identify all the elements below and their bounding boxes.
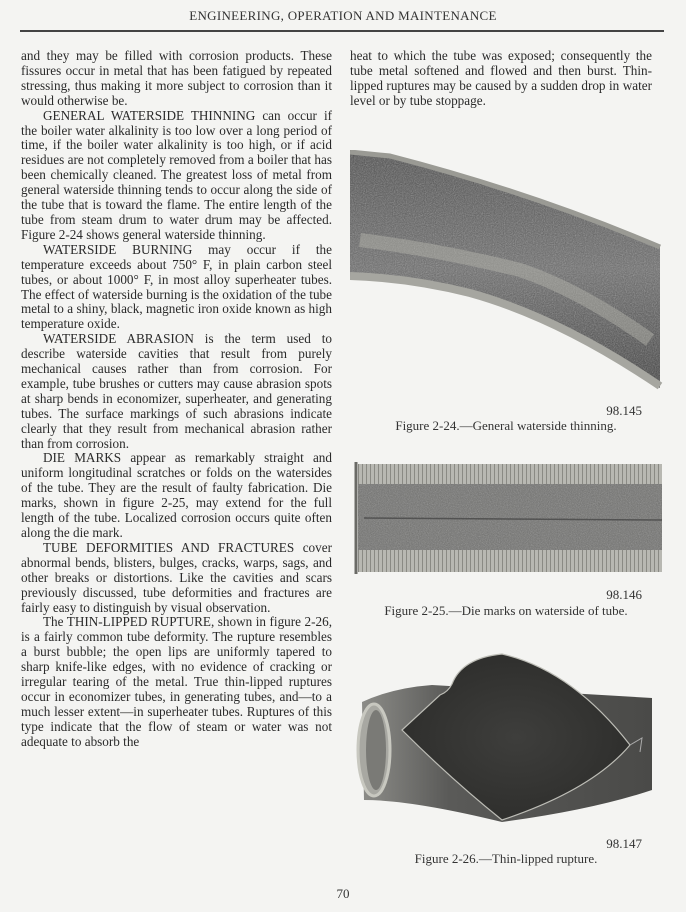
die-marks-photo [354,460,666,578]
figure-2-25 [348,460,664,620]
left-text-column [21,49,332,750]
figure-id: 98.146 [606,587,642,602]
header-rule [20,30,664,32]
right-text-column [350,49,652,109]
figure-caption: Figure 2-26.—Thin-lipped rupture. [414,851,598,866]
paragraph-waterside-abrasion: WATERSIDE ABRASION is the term used to describe waterside cavities that result from purely mechanical causes rather than from corrosion. For example, tube brushes or cutters may cause abrasion spots at sharp bends in economizer, superheater, and generating tubes. The surface markings of such abrasions indicate clearly that they result from mechanical abrasion rather than from corrosion. [21,331,332,451]
paragraph-die-marks: DIE MARKS appear as remarkably straight and uniform longitudinal scratches or folds on the watersides of the tube. They are the result of faulty fabrication. Die marks, shown in figure 2-25, may extend for the full length of the tube. Localized corrosion occurs quite often along the die mark. [21,450,332,540]
page-number: 70 [336,886,350,901]
paragraph-thin-lipped-rupture: The THIN-LIPPED RUPTURE, shown in figure 2-26, is a fairly common tube deformity. The rupture resembles a burst bubble; the open lips are uniformly tapered to sharp knife-like edges, with no evidence of cracking or irregular tearing of the metal. True thin-lipped ruptures occur in economizer tubes, in generating tubes, and—to a much lesser extent—in superheater tubes. Ruptures of this type indicate that the flow of steam or water was not adequate to absorb the [21,614,332,749]
paragraph-waterside-burning: WATERSIDE BURNING may occur if the temperature exceeds about 750° F, in plain carbon steel tubes, or about 1000° F, in most alloy superheater tubes. The effect of waterside burning is the oxidation of the tube metal to a shiny, black, magnetic iron oxide known as high temperature oxide. [21,241,332,332]
paragraph-general-waterside-thinning: GENERAL WATERSIDE THINNING can occur if the boiler water alkalinity is too low over a long period of time, if the boiler water alkalinity is too high, or if acid residues are not completely removed from a boiler that has been chemically cleaned. The greatest loss of metal from general waterside thinning tends to occur along the side of the tube that is toward the flame. The entire length of the tube from steam drum to water drum may be affected. Figure 2-24 shows general waterside thinning. [21,107,332,242]
tube-thinning-photo [350,150,666,390]
figure-id: 98.147 [606,836,642,851]
paragraph-fissures-continued: and they may be filled with corrosion products. These fissures occur in metal that has been fatigued by repeated stressing, thus making it more subject to corrosion than it would otherwise be. [21,48,332,108]
running-head: ENGINEERING, OPERATION AND MAINTENANCE [189,8,497,23]
figure-caption: Figure 2-25.—Die marks on waterside of tube. [384,603,628,618]
paragraph-tube-deformities: TUBE DEFORMITIES AND FRACTURES cover abnormal bends, blisters, bulges, cracks, warps, sags, and other breaks or distortions. Like the cavities and scars previously discussed, tube deformities and fractures are fairly easy to distinguish by visual observation. [21,539,332,615]
figure-id: 98.145 [606,403,642,418]
figure-2-26 [348,640,664,870]
figure-caption: Figure 2-24.—General waterside thinning. [395,418,617,433]
thin-lipped-rupture-photo [352,640,664,830]
paragraph-rupture-continued: heat to which the tube was exposed; consequently the tube metal softened and flowed and then burst. Thin-lipped ruptures may be caused by a sudden drop in water level or by tube stoppage. [350,48,652,108]
figure-2-24 [348,150,664,435]
